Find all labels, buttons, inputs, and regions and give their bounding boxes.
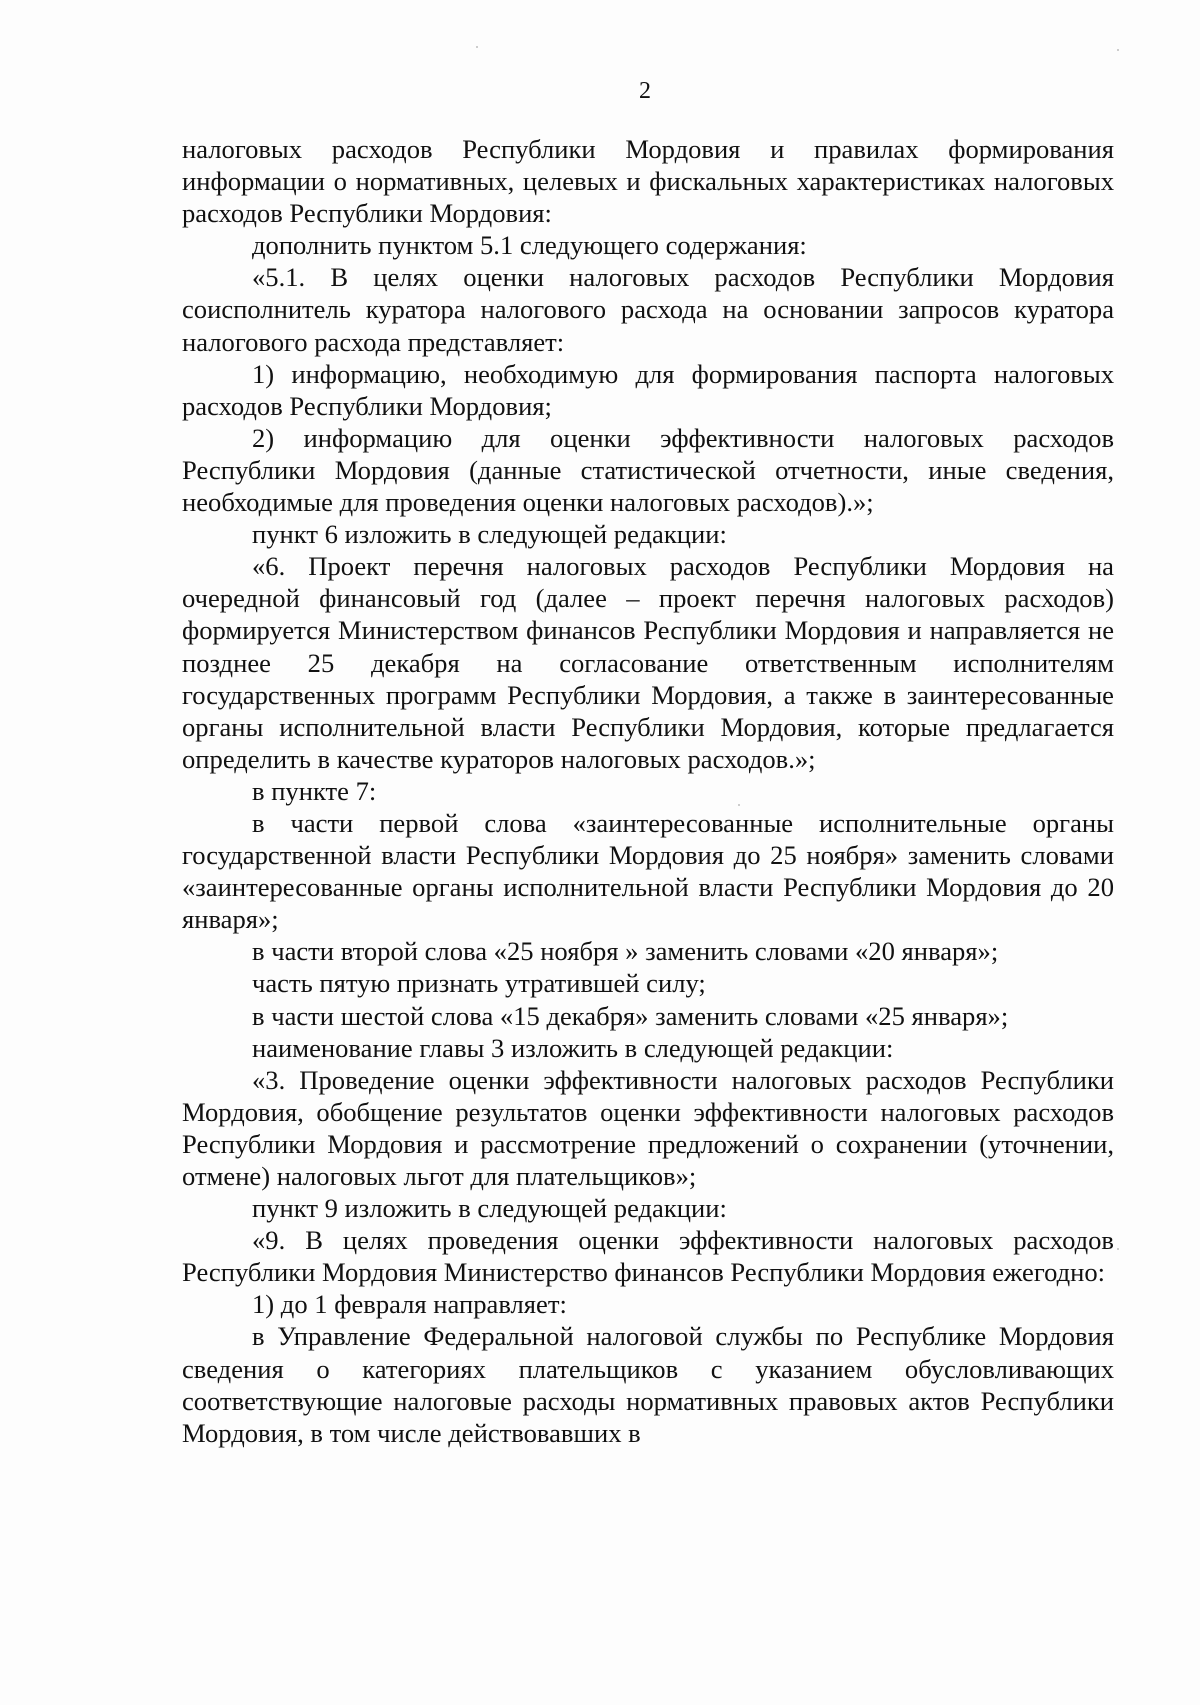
paragraph: налоговых расходов Республики Мордовия и правилах формирования информации о нормативных, целевых и фискальных характеристиках налоговых расходов Республики Мордовия: [182,134,1114,229]
paragraph: 1) информацию, необходимую для формирования паспорта налоговых расходов Республики Мордовия; [182,358,1114,421]
scan-speck [1117,1248,1119,1250]
scan-speck [1117,49,1119,51]
paragraph: пункт 6 изложить в следующей редакции: [252,519,727,550]
paragraph: «5.1. В целях оценки налоговых расходов Республики Мордовия соисполнитель куратора налогового расхода на основании запросов куратора налогового расхода представляет: [182,262,1114,357]
paragraph: в Управление Федеральной налоговой службы по Республике Мордовия сведения о категориях плательщиков с указанием обусловливающих соответствующие налоговые расходы нормативных правовых актов Республики Мордовия, в том числе действовавших в [182,1321,1114,1448]
paragraph: часть пятую признать утратившей силу; [252,968,706,999]
paragraph: в части первой слова «заинтересованные исполнительные органы государственной власти Республики Мордовия до 25 ноября» заменить словами «заинтересованные органы исполнительной власти Республики Мордовия до 20 января»; [182,807,1114,935]
scan-speck [476,46,478,48]
paragraph: пункт 9 изложить в следующей редакции: [252,1193,727,1224]
paragraph: «6. Проект перечня налоговых расходов Республики Мордовия на очередной финансовый год (далее – проект перечня налоговых расходов) формируется Министерством финансов Республики Мордовия и направляется не позднее 25 декабря на согласование ответственным исполнителям государственных программ Республики Мордовия, а также в заинтересованные органы исполнительной власти Республики Мордовия, которые предлагается определить в качестве кураторов налоговых расходов.»; [182,551,1114,774]
paragraph: в части второй слова «25 ноября » заменить словами «20 января»; [252,936,999,967]
paragraph: «9. В целях проведения оценки эффективности налоговых расходов Республики Мордовия Министерство финансов Республики Мордовия ежегодно: [182,1225,1114,1288]
paragraph: дополнить пунктом 5.1 следующего содержания: [252,230,807,261]
paragraph: в пункте 7: [252,775,377,806]
paragraph: «3. Проведение оценки эффективности налоговых расходов Республики Мордовия, обобщение результатов оценки эффективности налоговых расходов Республики Мордовия и рассмотрение предложений о сохранении (уточнении, отмене) налоговых льгот для плательщиков»; [182,1064,1114,1191]
paragraph: наименование главы 3 изложить в следующей редакции: [252,1032,894,1063]
paragraph: 2) информацию для оценки эффективности налоговых расходов Республики Мордовия (данные статистической отчетности, иные сведения, необходимые для проведения оценки налоговых расходов).»; [182,422,1114,518]
document-body [182,133,1114,1449]
paragraph: в части шестой слова «15 декабря» заменить словами «25 января»; [252,1000,1009,1031]
page-number: 2 [639,78,651,104]
paragraph: 1) до 1 февраля направляет: [252,1289,567,1320]
